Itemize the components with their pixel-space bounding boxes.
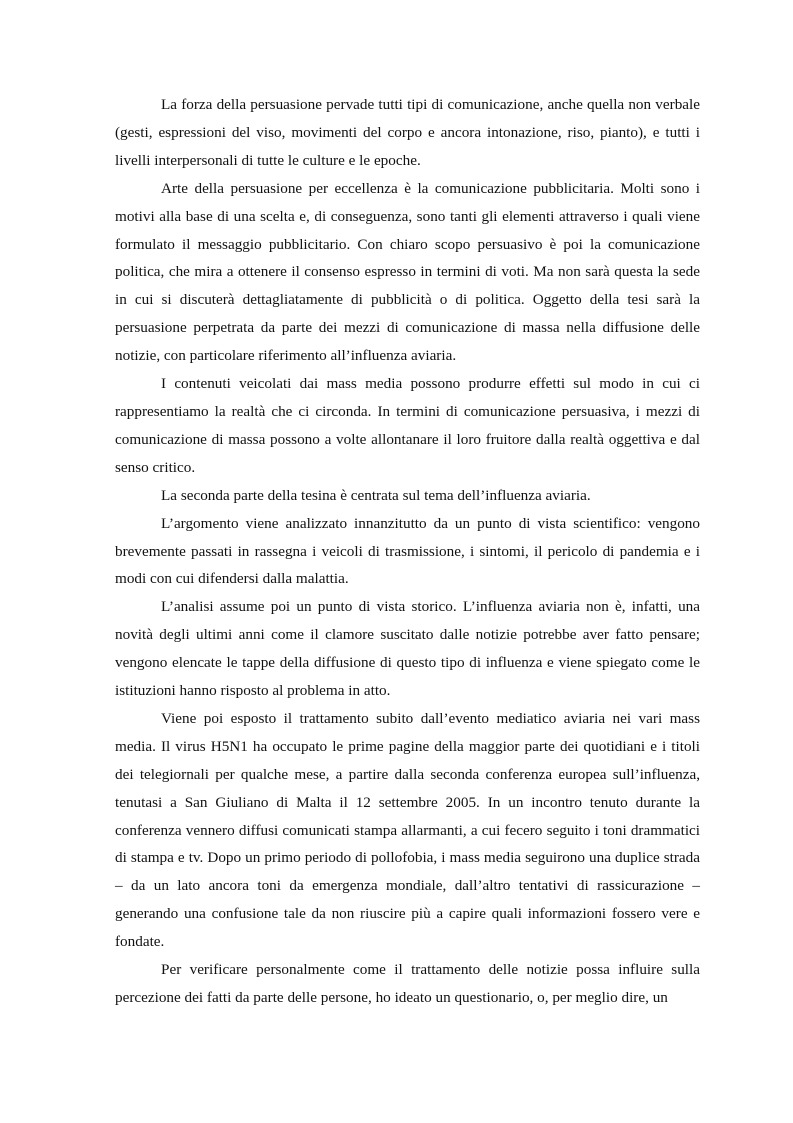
paragraph-media-treatment: Viene poi esposto il trattamento subito dall’evento mediatico aviaria nei vari mass media. Il virus H5N1 ha occupato le prime pagine della maggior parte dei quotidiani e i titoli dei telegiornali per qualche mese, a partire dalla seconda conferenza europea sull’influenza, tenutasi a San Giuliano di Malta il 12 settembre 2005. In un incontro tenuto durante la conferenza vennero diffusi comunicati stampa allarmanti, a cui fecero seguito i toni drammatici di stampa e tv. Dopo un primo periodo di pollofobia, i mass media seguirono una duplice strada – da un lato ancora toni da emergenza mondiale, dall’altro tentativi di rassicurazione – generando una confusione tale da non riuscire più a capire quali informazioni fossero vere e fondate. — [115, 709, 700, 951]
paragraph-historical: L’analisi assume poi un punto di vista storico. L’influenza aviaria non è, infatti, una novità degli ultimi anni come il clamore suscitato dalle notizie potrebbe aver fatto pensare; vengono elencate le tappe della diffusione di questo tipo di influenza e viene spiegato come le istituzioni hanno risposto al problema in atto. — [115, 598, 700, 700]
paragraph-scientific: L’argomento viene analizzato innanzitutto da un punto di vista scientifico: vengono brevemente passati in rassegna i veicoli di trasmissione, i sintomi, il pericolo di pandemia e i modi con cui difendersi dalla malattia. — [115, 514, 700, 588]
paragraph-questionnaire: Per verificare personalmente come il trattamento delle notizie possa influire sulla percezione dei fatti da parte delle persone, ho ideato un questionario, o, per meglio dire, un — [115, 961, 700, 1006]
paragraph-advertising: Arte della persuasione per eccellenza è la comunicazione pubblicitaria. Molti sono i motivi alla base di una scelta e, di conseguenza, sono tanti gli elementi attraverso i quali viene formulato il messaggio pubblicitario. Con chiaro scopo persuasivo è poi la comunicazione politica, che mira a ottenere il consenso espresso in termini di voti. Ma non sarà questa la sede in cui si discuterà dettagliatamente di pubblicità o di politica. Oggetto della tesi sarà la persuasione perpetrata da parte dei mezzi di comunicazione di massa nella diffusione delle notizie, con particolare riferimento all’influenza aviaria. — [115, 179, 700, 365]
body-text — [115, 91, 700, 1012]
paragraph-second-part: La seconda parte della tesina è centrata sul tema dell’influenza aviaria. — [161, 486, 591, 504]
paragraph-mass-media: I contenuti veicolati dai mass media possono produrre effetti sul modo in cui ci rappresentiamo la realtà che ci circonda. In termini di comunicazione persuasiva, i mezzi di comunicazione di massa possono a volte allontanare il loro fruitore dalla realtà oggettiva e dal senso critico. — [115, 375, 700, 476]
paragraph-persuasion-intro: La forza della persuasione pervade tutti tipi di comunicazione, anche quella non verbale (gesti, espressioni del viso, movimenti del corpo e ancora intonazione, riso, pianto), e tutti i livelli interpersonali di tutte le culture e le epoche. — [115, 96, 700, 169]
